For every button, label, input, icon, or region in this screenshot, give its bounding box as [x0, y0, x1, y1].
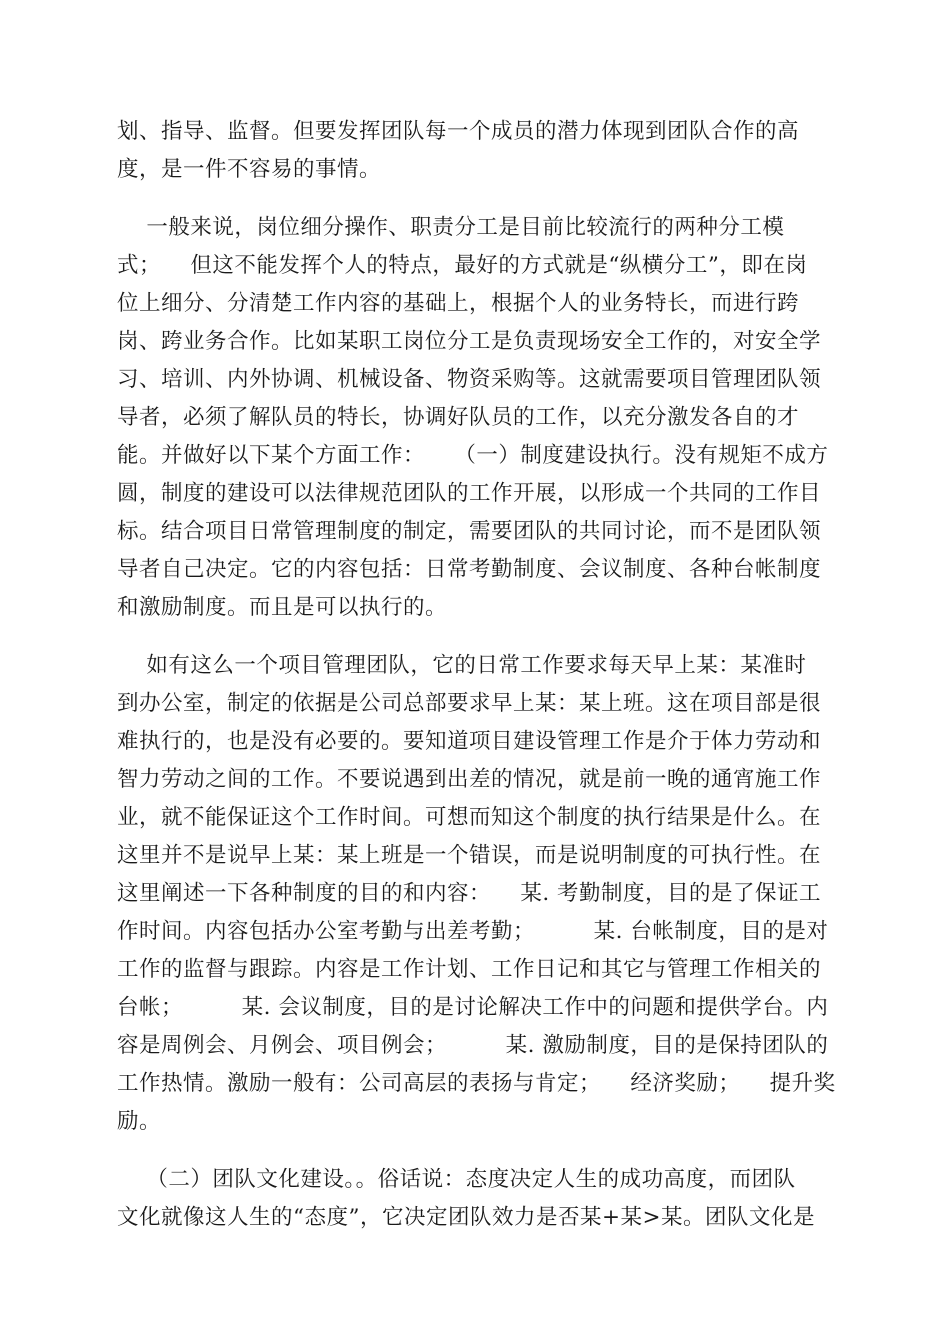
text-line: 式； 但这不能发挥个人的特点，最好的方式就是“纵横分工”，即在岗: [117, 253, 808, 278]
text-line: 习、培训、内外协调、机械设备、物资采购等。这就需要项目管理团队领: [117, 367, 822, 392]
text-line: 一般来说，岗位细分操作、职责分工是目前比较流行的两种分工模: [117, 215, 785, 240]
text-line: 导者，必须了解队员的特长，协调好队员的工作，以充分激发各自的才: [117, 405, 800, 430]
text-line: 业，就不能保证这个工作时间。可想而知这个制度的执行结果是什么。在: [117, 805, 822, 830]
text-line: 到办公室，制定的依据是公司总部要求早上某：某上班。这在项目部是很: [117, 691, 822, 716]
text-line: 度，是一件不容易的事情。: [117, 157, 382, 182]
text-line: 划、指导、监督。但要发挥团队每一个成员的潜力体现到团队合作的高: [117, 119, 800, 144]
text-line: 台帐； 某. 会议制度，目的是讨论解决工作中的问题和提供学台。内: [117, 995, 829, 1020]
text-line: 标。结合项目日常管理制度的制定，需要团队的共同讨论，而不是团队领: [117, 519, 822, 544]
text-line: 工作的监督与跟踪。内容是工作计划、工作日记和其它与管理工作相关的: [117, 957, 822, 982]
text-line: （二）团队文化建设。。俗话说：态度决定人生的成功高度，而团队: [117, 1167, 796, 1192]
text-line: 和激励制度。而且是可以执行的。: [117, 595, 448, 620]
text-line: 作时间。内容包括办公室考勤与出差考勤； 某. 台帐制度，目的是对: [117, 919, 829, 944]
text-line: 岗、跨业务合作。比如某职工岗位分工是负责现场安全工作的，对安全学: [117, 329, 822, 354]
text-line: 智力劳动之间的工作。不要说遇到出差的情况，就是前一晚的通宵施工作: [117, 767, 822, 792]
text-line: 位上细分、分清楚工作内容的基础上，根据个人的业务特长，而进行跨: [117, 291, 800, 316]
text-line: 文化就像这人生的“态度”，它决定团队效力是否某+某>某。团队文化是: [117, 1205, 816, 1230]
text-line: 这里阐述一下各种制度的目的和内容： 某. 考勤制度，目的是了保证工: [117, 881, 822, 906]
text-line: 如有这么一个项目管理团队，它的日常工作要求每天早上某：某准时: [117, 653, 807, 678]
text-line: 容是周例会、月例会、项目例会； 某. 激励制度，目的是保持团队的: [117, 1033, 829, 1058]
text-line: 工作热情。激励一般有：公司高层的表扬与肯定； 经济奖励； 提升奖: [117, 1071, 836, 1096]
text-line: 这里并不是说早上某：某上班是一个错误，而是说明制度的可执行性。在: [117, 843, 822, 868]
text-line: 难执行的，也是没有必要的。要知道项目建设管理工作是介于体力劳动和: [117, 729, 822, 754]
text-line: 能。并做好以下某个方面工作： （一）制度建设执行。没有规矩不成方: [117, 443, 829, 468]
text-line: 导者自己决定。它的内容包括：日常考勤制度、会议制度、各种台帐制度: [117, 557, 822, 582]
text-line: 圆，制度的建设可以法律规范团队的工作开展，以形成一个共同的工作目: [117, 481, 822, 506]
text-line: 励。: [117, 1109, 162, 1134]
